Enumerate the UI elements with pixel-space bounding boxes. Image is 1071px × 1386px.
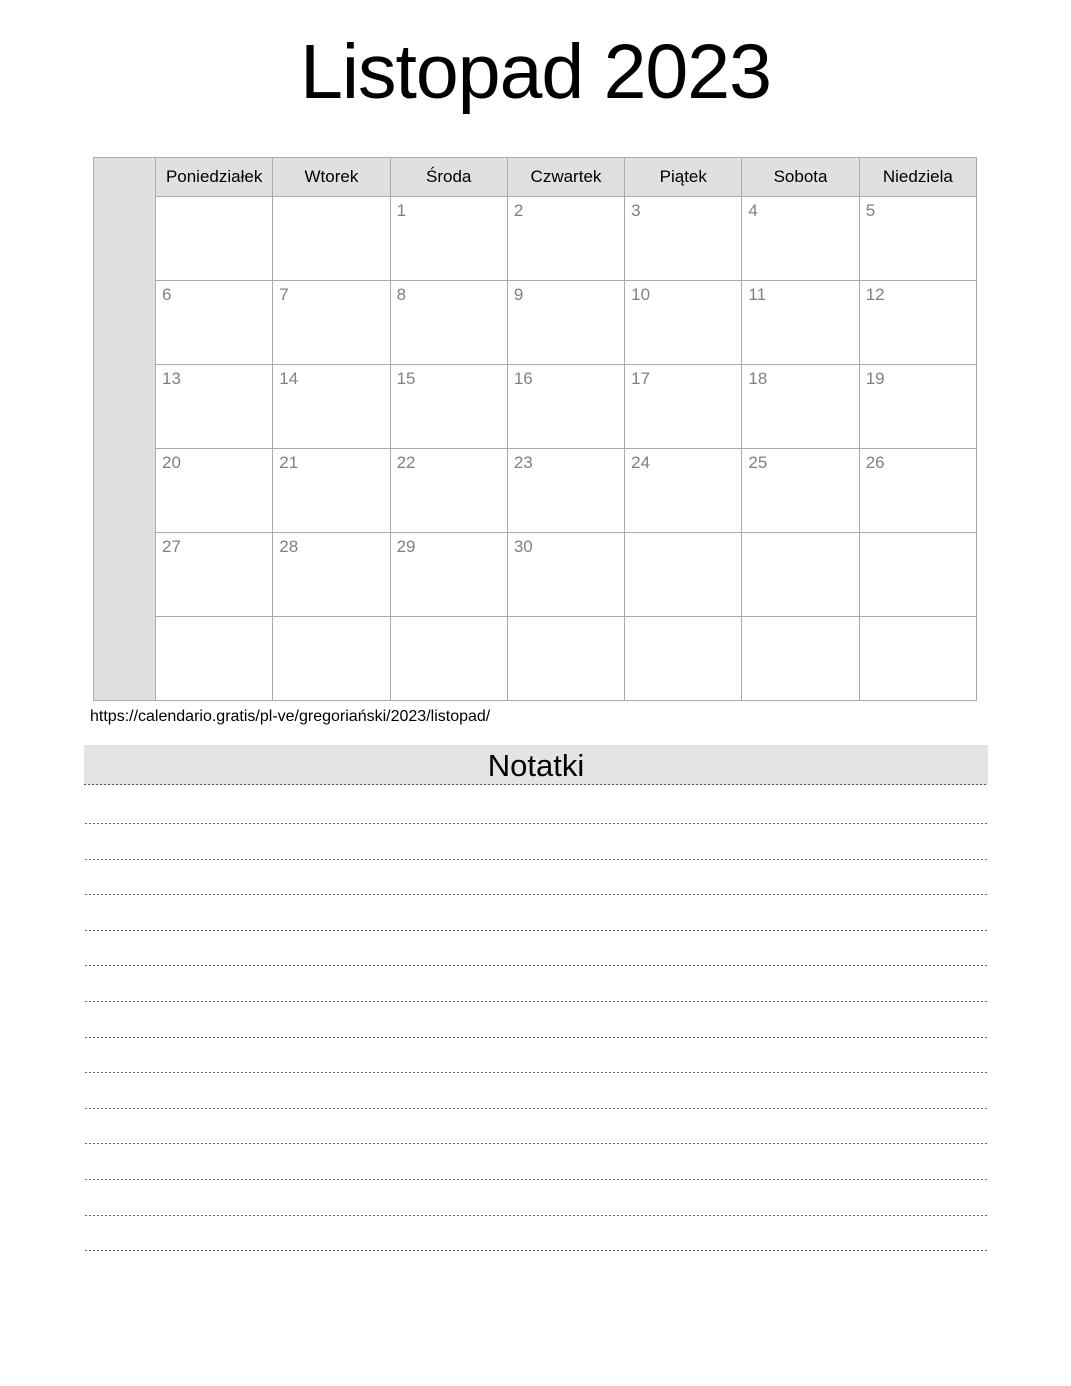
note-line: [85, 1143, 988, 1144]
calendar-table: [93, 157, 977, 701]
day-cell-empty: [273, 197, 390, 281]
note-line: [85, 1250, 988, 1251]
day-cell-28: 28: [273, 533, 390, 617]
note-line: [85, 823, 988, 824]
day-cell-21: 21: [273, 449, 390, 533]
week-row-5: [94, 533, 977, 617]
day-cell-7: 7: [273, 281, 390, 365]
day-cell-9: 9: [507, 281, 624, 365]
week-row-1: [94, 197, 977, 281]
day-cell-empty: [156, 197, 273, 281]
notes-heading-band: [84, 745, 988, 785]
weekday-header-thursday: Czwartek: [507, 158, 624, 197]
day-cell-27: 27: [156, 533, 273, 617]
day-cell-30: 30: [507, 533, 624, 617]
day-cell-29: 29: [390, 533, 507, 617]
note-line: [85, 894, 988, 895]
day-cell-empty: [390, 617, 507, 701]
note-line: [85, 1108, 988, 1109]
week-row-2: [94, 281, 977, 365]
day-cell-empty: [742, 617, 859, 701]
day-cell-4: 4: [742, 197, 859, 281]
day-cell-25: 25: [742, 449, 859, 533]
day-cell-empty: [742, 533, 859, 617]
day-cell-10: 10: [625, 281, 742, 365]
note-line: [85, 1179, 988, 1180]
note-line: [85, 930, 988, 931]
day-cell-11: 11: [742, 281, 859, 365]
day-cell-15: 15: [390, 365, 507, 449]
day-cell-empty: [507, 617, 624, 701]
note-line: [85, 1215, 988, 1216]
source-url: https://calendario.gratis/pl-ve/gregoriański/2023/listopad/: [90, 708, 491, 725]
day-cell-5: 5: [859, 197, 976, 281]
note-line: [85, 859, 988, 860]
day-cell-18: 18: [742, 365, 859, 449]
day-cell-26: 26: [859, 449, 976, 533]
day-cell-14: 14: [273, 365, 390, 449]
day-cell-20: 20: [156, 449, 273, 533]
day-cell-22: 22: [390, 449, 507, 533]
day-cell-13: 13: [156, 365, 273, 449]
weekday-header-row: [94, 158, 977, 197]
day-cell-empty: [156, 617, 273, 701]
day-cell-19: 19: [859, 365, 976, 449]
day-cell-24: 24: [625, 449, 742, 533]
day-cell-empty: [273, 617, 390, 701]
notes-heading: Notatki: [487, 748, 585, 783]
day-cell-empty: [859, 533, 976, 617]
note-line: [85, 1072, 988, 1073]
day-cell-17: 17: [625, 365, 742, 449]
calendar-gutter: [94, 158, 156, 701]
day-cell-23: 23: [507, 449, 624, 533]
day-cell-8: 8: [390, 281, 507, 365]
weekday-header-wednesday: Środa: [390, 158, 507, 197]
day-cell-6: 6: [156, 281, 273, 365]
day-cell-12: 12: [859, 281, 976, 365]
note-line: [85, 965, 988, 966]
weekday-header-friday: Piątek: [625, 158, 742, 197]
day-cell-empty: [625, 617, 742, 701]
day-cell-16: 16: [507, 365, 624, 449]
note-line: [85, 1001, 988, 1002]
weekday-header-saturday: Sobota: [742, 158, 859, 197]
note-line: [85, 1037, 988, 1038]
week-row-3: [94, 365, 977, 449]
page-title: Listopad 2023: [300, 29, 771, 115]
week-row-4: [94, 449, 977, 533]
day-cell-1: 1: [390, 197, 507, 281]
weekday-header-monday: Poniedziałek: [156, 158, 273, 197]
weekday-header-tuesday: Wtorek: [273, 158, 390, 197]
weekday-header-sunday: Niedziela: [859, 158, 976, 197]
day-cell-empty: [625, 533, 742, 617]
day-cell-empty: [859, 617, 976, 701]
week-row-6: [94, 617, 977, 701]
day-cell-2: 2: [507, 197, 624, 281]
day-cell-3: 3: [625, 197, 742, 281]
